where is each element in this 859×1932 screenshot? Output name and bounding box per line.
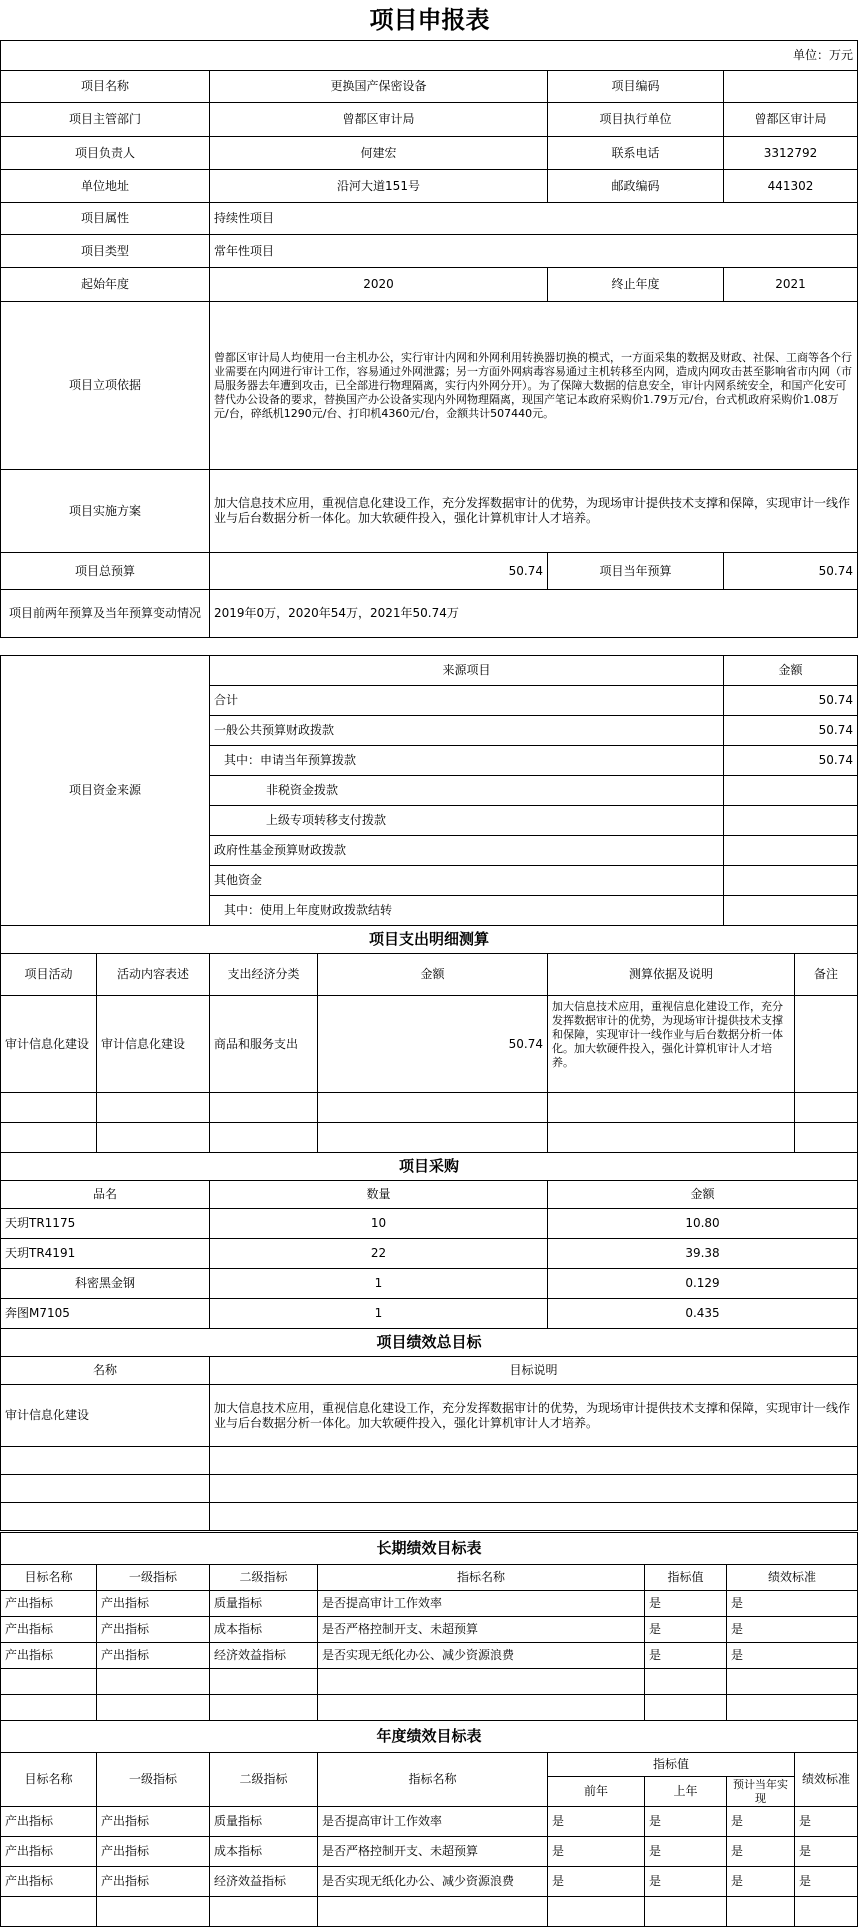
expense-category bbox=[210, 1093, 318, 1123]
long-term-row bbox=[1, 1591, 858, 1617]
leader-label: 项目负责人 bbox=[1, 137, 210, 170]
unit-label: 单位：万元 bbox=[1, 41, 858, 71]
overall-goal-name: 审计信息化建设 bbox=[1, 1385, 210, 1447]
funding-source: 上级专项转移支付拨款 bbox=[210, 806, 724, 836]
expense-note bbox=[795, 1093, 858, 1123]
long-term-header: 一级指标 bbox=[97, 1565, 210, 1591]
long-term-title-row bbox=[1, 1533, 858, 1565]
plan-value: 加大信息技术应用，重视信息化建设工作，充分发挥数据审计的优势，为现场审计提供技术支撑和保障，实现审计一线作业与后台数据分析一体化。加大软硬件投入，强化计算机审计人才培养。 bbox=[210, 470, 858, 553]
expense-basis: 加大信息技术应用，重视信息化建设工作，充分发挥数据审计的优势，为现场审计提供技术支撑和保障，实现审计一线作业与后台数据分析一体化。加大软硬件投入，强化计算机审计人才培养。 bbox=[548, 996, 795, 1093]
phone-value: 3312792 bbox=[724, 137, 858, 170]
expense-amount: 50.74 bbox=[318, 996, 548, 1093]
annual-name: 是否提高审计工作效率 bbox=[318, 1807, 548, 1837]
funding-amount bbox=[724, 896, 858, 926]
annual-subheader: 预计当年实现 bbox=[727, 1777, 795, 1807]
expense-category: 商品和服务支出 bbox=[210, 996, 318, 1093]
annual-std: 是 bbox=[795, 1807, 858, 1837]
overall-goal-row bbox=[1, 1503, 858, 1531]
funding-amount bbox=[724, 866, 858, 896]
page-title: 项目申报表 bbox=[369, 6, 490, 34]
procurement-amount: 10.80 bbox=[548, 1209, 858, 1239]
overall-goal-desc: 加大信息技术应用，重视信息化建设工作，充分发挥数据审计的优势，为现场审计提供技术支撑和保障，实现审计一线作业与后台数据分析一体化。加大软硬件投入，强化计算机审计人才培养。 bbox=[210, 1385, 858, 1447]
info-row bbox=[1, 302, 858, 470]
leader-value: 何建宏 bbox=[210, 137, 548, 170]
info-row bbox=[1, 553, 858, 590]
long-term-header-row bbox=[1, 1565, 858, 1591]
overall-goal-row bbox=[1, 1385, 858, 1447]
funding-amount bbox=[724, 806, 858, 836]
expense-table bbox=[0, 925, 858, 1153]
long-term-row bbox=[1, 1643, 858, 1669]
annual-goal: 产出指标 bbox=[1, 1807, 97, 1837]
plan-label: 项目实施方案 bbox=[1, 470, 210, 553]
expense-header: 项目活动 bbox=[1, 954, 97, 996]
procurement-row bbox=[1, 1299, 858, 1329]
funding-source: 非税资金拨款 bbox=[210, 776, 724, 806]
annual-l1: 产出指标 bbox=[97, 1807, 210, 1837]
long-term-l1: 产出指标 bbox=[97, 1643, 210, 1669]
funding-header-row bbox=[1, 656, 858, 686]
expense-basis bbox=[548, 1093, 795, 1123]
end-year-label: 终止年度 bbox=[548, 268, 724, 302]
procurement-title: 项目采购 bbox=[1, 1153, 858, 1181]
info-row bbox=[1, 590, 858, 638]
expense-note bbox=[795, 996, 858, 1093]
annual-goal: 产出指标 bbox=[1, 1867, 97, 1897]
procurement-name: 天玥TR1175 bbox=[1, 1209, 210, 1239]
annual-v2: 是 bbox=[645, 1807, 727, 1837]
annual-header: 目标名称 bbox=[1, 1753, 97, 1807]
exec-unit-value: 曾都区审计局 bbox=[724, 103, 858, 137]
expense-row bbox=[1, 996, 858, 1093]
long-term-value: 是 bbox=[645, 1643, 727, 1669]
annual-name: 是否严格控制开支、未超预算 bbox=[318, 1837, 548, 1867]
expense-header-row bbox=[1, 954, 858, 996]
long-term-goal: 产出指标 bbox=[1, 1617, 97, 1643]
expense-amount bbox=[318, 1093, 548, 1123]
procurement-qty: 22 bbox=[210, 1239, 548, 1269]
funding-source: 其中：申请当年预算拨款 bbox=[210, 746, 724, 776]
annual-header: 一级指标 bbox=[97, 1753, 210, 1807]
annual-header: 指标名称 bbox=[318, 1753, 548, 1807]
long-term-row bbox=[1, 1695, 858, 1721]
annual-header: 二级指标 bbox=[210, 1753, 318, 1807]
total-budget-label: 项目总预算 bbox=[1, 553, 210, 590]
long-term-header: 指标名称 bbox=[318, 1565, 645, 1591]
long-term-value: 是 bbox=[645, 1591, 727, 1617]
long-term-header: 指标值 bbox=[645, 1565, 727, 1591]
annual-v1: 是 bbox=[548, 1837, 645, 1867]
overall-goal-table bbox=[0, 1328, 858, 1531]
expense-content bbox=[97, 1093, 210, 1123]
procurement-qty: 10 bbox=[210, 1209, 548, 1239]
annual-l2: 经济效益指标 bbox=[210, 1867, 318, 1897]
info-row bbox=[1, 268, 858, 302]
project-code-label: 项目编码 bbox=[548, 71, 724, 103]
annual-header: 绩效标准 bbox=[795, 1753, 858, 1807]
current-budget-value: 50.74 bbox=[724, 553, 858, 590]
long-term-value: 是 bbox=[645, 1617, 727, 1643]
long-term-row bbox=[1, 1617, 858, 1643]
info-row bbox=[1, 170, 858, 203]
postcode-label: 邮政编码 bbox=[548, 170, 724, 203]
info-row bbox=[1, 235, 858, 268]
long-term-l1: 产出指标 bbox=[97, 1591, 210, 1617]
overall-goal-header-row bbox=[1, 1357, 858, 1385]
basis-label: 项目立项依据 bbox=[1, 302, 210, 470]
procurement-row bbox=[1, 1239, 858, 1269]
long-term-title: 长期绩效目标表 bbox=[1, 1533, 858, 1565]
expense-title-row bbox=[1, 926, 858, 954]
address-value: 沿河大道151号 bbox=[210, 170, 548, 203]
address-label: 单位地址 bbox=[1, 170, 210, 203]
info-row bbox=[1, 203, 858, 235]
expense-header: 金额 bbox=[318, 954, 548, 996]
funding-source: 政府性基金预算财政拨款 bbox=[210, 836, 724, 866]
annual-row bbox=[1, 1807, 858, 1837]
project-name-label: 项目名称 bbox=[1, 71, 210, 103]
procurement-header: 品名 bbox=[1, 1181, 210, 1209]
phone-label: 联系电话 bbox=[548, 137, 724, 170]
funding-amount: 50.74 bbox=[724, 686, 858, 716]
long-term-header: 绩效标准 bbox=[727, 1565, 858, 1591]
funding-col-amount: 金额 bbox=[724, 656, 858, 686]
annual-name: 是否实现无纸化办公、减少资源浪费 bbox=[318, 1867, 548, 1897]
info-row bbox=[1, 137, 858, 170]
long-term-std: 是 bbox=[727, 1643, 858, 1669]
annual-l2: 成本指标 bbox=[210, 1837, 318, 1867]
annual-v1: 是 bbox=[548, 1807, 645, 1837]
dept-label: 项目主管部门 bbox=[1, 103, 210, 137]
annual-goal: 产出指标 bbox=[1, 1837, 97, 1867]
annual-table bbox=[0, 1720, 858, 1927]
long-term-std: 是 bbox=[727, 1591, 858, 1617]
annual-std: 是 bbox=[795, 1837, 858, 1867]
start-year-label: 起始年度 bbox=[1, 268, 210, 302]
long-term-row bbox=[1, 1669, 858, 1695]
expense-title: 项目支出明细测算 bbox=[1, 926, 858, 954]
attr-label: 项目属性 bbox=[1, 203, 210, 235]
info-row bbox=[1, 71, 858, 103]
procurement-title-row bbox=[1, 1153, 858, 1181]
procurement-row bbox=[1, 1209, 858, 1239]
start-year-value: 2020 bbox=[210, 268, 548, 302]
annual-subheader: 前年 bbox=[548, 1777, 645, 1807]
overall-goal-title: 项目绩效总目标 bbox=[1, 1329, 858, 1357]
expense-category bbox=[210, 1123, 318, 1153]
annual-v1: 是 bbox=[548, 1867, 645, 1897]
annual-v3: 是 bbox=[727, 1837, 795, 1867]
annual-title-row bbox=[1, 1721, 858, 1753]
procurement-header: 金额 bbox=[548, 1181, 858, 1209]
procurement-qty: 1 bbox=[210, 1299, 548, 1329]
long-term-goal: 产出指标 bbox=[1, 1591, 97, 1617]
project-name-value: 更换国产保密设备 bbox=[210, 71, 548, 103]
funding-source: 合计 bbox=[210, 686, 724, 716]
annual-row bbox=[1, 1837, 858, 1867]
expense-header: 备注 bbox=[795, 954, 858, 996]
funding-source: 一般公共预算财政拨款 bbox=[210, 716, 724, 746]
expense-header: 活动内容表述 bbox=[97, 954, 210, 996]
funding-source: 其中：使用上年度财政拨款结转 bbox=[210, 896, 724, 926]
project-code-value bbox=[724, 71, 858, 103]
funding-label: 项目资金来源 bbox=[1, 656, 210, 926]
annual-l1: 产出指标 bbox=[97, 1837, 210, 1867]
long-term-l1: 产出指标 bbox=[97, 1617, 210, 1643]
attr-value: 持续性项目 bbox=[210, 203, 858, 235]
annual-header: 指标值 bbox=[548, 1753, 795, 1777]
type-label: 项目类型 bbox=[1, 235, 210, 268]
total-budget-value: 50.74 bbox=[210, 553, 548, 590]
exec-unit-label: 项目执行单位 bbox=[548, 103, 724, 137]
overall-goal-row bbox=[1, 1475, 858, 1503]
annual-v2: 是 bbox=[645, 1867, 727, 1897]
procurement-header-row bbox=[1, 1181, 858, 1209]
annual-v3: 是 bbox=[727, 1867, 795, 1897]
procurement-name: 天玥TR4191 bbox=[1, 1239, 210, 1269]
long-term-name: 是否提高审计工作效率 bbox=[318, 1591, 645, 1617]
annual-l1: 产出指标 bbox=[97, 1867, 210, 1897]
funding-amount: 50.74 bbox=[724, 746, 858, 776]
long-term-l2: 成本指标 bbox=[210, 1617, 318, 1643]
funding-amount bbox=[724, 836, 858, 866]
long-term-std: 是 bbox=[727, 1617, 858, 1643]
long-term-name: 是否实现无纸化办公、减少资源浪费 bbox=[318, 1643, 645, 1669]
expense-header: 支出经济分类 bbox=[210, 954, 318, 996]
expense-content bbox=[97, 1123, 210, 1153]
expense-activity bbox=[1, 1093, 97, 1123]
expense-row bbox=[1, 1123, 858, 1153]
overall-goal-row bbox=[1, 1447, 858, 1475]
end-year-value: 2021 bbox=[724, 268, 858, 302]
funding-table bbox=[0, 655, 858, 926]
annual-subheader: 上年 bbox=[645, 1777, 727, 1807]
current-budget-label: 项目当年预算 bbox=[548, 553, 724, 590]
annual-std: 是 bbox=[795, 1867, 858, 1897]
annual-row bbox=[1, 1897, 858, 1927]
long-term-l2: 经济效益指标 bbox=[210, 1643, 318, 1669]
expense-basis bbox=[548, 1123, 795, 1153]
expense-activity: 审计信息化建设 bbox=[1, 996, 97, 1093]
info-row bbox=[1, 103, 858, 137]
overall-goal-col-desc: 目标说明 bbox=[210, 1357, 858, 1385]
procurement-amount: 0.435 bbox=[548, 1299, 858, 1329]
expense-amount bbox=[318, 1123, 548, 1153]
expense-note bbox=[795, 1123, 858, 1153]
funding-col-source: 来源项目 bbox=[210, 656, 724, 686]
basis-value: 曾都区审计局人均使用一台主机办公，实行审计内网和外网利用转换器切换的模式，一方面采集的数据及财政、社保、工商等各个行业需要在内网进行审计工作，容易通过外网泄露；另一方面外网病毒容易通过主机转移至内网，造成内网攻击甚至影响省市内网（市局服务器去年遭到攻击，已全部进行物理隔离，实行内外网分开）。为了保障大数据的信息安全，审计内网系统安全，和国产化安可替代办公设备的要求，替换国产办公设备实现内外网物理隔离，现国产笔记本政府采购价1.79万元/台，台式机政府采购价1.08万元/台，碎纸机1290元/台、打印机4360元/台，金额共计507440元。 bbox=[210, 302, 858, 470]
funding-source: 其他资金 bbox=[210, 866, 724, 896]
long-term-header: 二级指标 bbox=[210, 1565, 318, 1591]
annual-row bbox=[1, 1867, 858, 1897]
procurement-qty: 1 bbox=[210, 1269, 548, 1299]
procurement-name: 科密黑金钢 bbox=[1, 1269, 210, 1299]
long-term-l2: 质量指标 bbox=[210, 1591, 318, 1617]
form-title bbox=[0, 0, 859, 40]
type-value: 常年性项目 bbox=[210, 235, 858, 268]
procurement-row bbox=[1, 1269, 858, 1299]
long-term-header: 目标名称 bbox=[1, 1565, 97, 1591]
long-term-table bbox=[0, 1532, 858, 1721]
expense-header: 测算依据及说明 bbox=[548, 954, 795, 996]
procurement-amount: 39.38 bbox=[548, 1239, 858, 1269]
annual-v3: 是 bbox=[727, 1807, 795, 1837]
overall-goal-title-row bbox=[1, 1329, 858, 1357]
procurement-table bbox=[0, 1152, 858, 1329]
procurement-name: 奔图M7105 bbox=[1, 1299, 210, 1329]
info-row bbox=[1, 470, 858, 553]
long-term-name: 是否严格控制开支、未超预算 bbox=[318, 1617, 645, 1643]
funding-amount bbox=[724, 776, 858, 806]
procurement-header: 数量 bbox=[210, 1181, 548, 1209]
expense-content: 审计信息化建设 bbox=[97, 996, 210, 1093]
history-value: 2019年0万，2020年54万，2021年50.74万 bbox=[210, 590, 858, 638]
expense-activity bbox=[1, 1123, 97, 1153]
dept-value: 曾都区审计局 bbox=[210, 103, 548, 137]
expense-row bbox=[1, 1093, 858, 1123]
annual-v2: 是 bbox=[645, 1837, 727, 1867]
long-term-goal: 产出指标 bbox=[1, 1643, 97, 1669]
funding-amount: 50.74 bbox=[724, 716, 858, 746]
procurement-amount: 0.129 bbox=[548, 1269, 858, 1299]
unit-row bbox=[1, 41, 858, 71]
history-label: 项目前两年预算及当年预算变动情况 bbox=[1, 590, 210, 638]
annual-l2: 质量指标 bbox=[210, 1807, 318, 1837]
postcode-value: 441302 bbox=[724, 170, 858, 203]
annual-title: 年度绩效目标表 bbox=[1, 1721, 858, 1753]
project-info-table bbox=[0, 40, 858, 638]
annual-header-row bbox=[1, 1753, 858, 1777]
overall-goal-col-name: 名称 bbox=[1, 1357, 210, 1385]
